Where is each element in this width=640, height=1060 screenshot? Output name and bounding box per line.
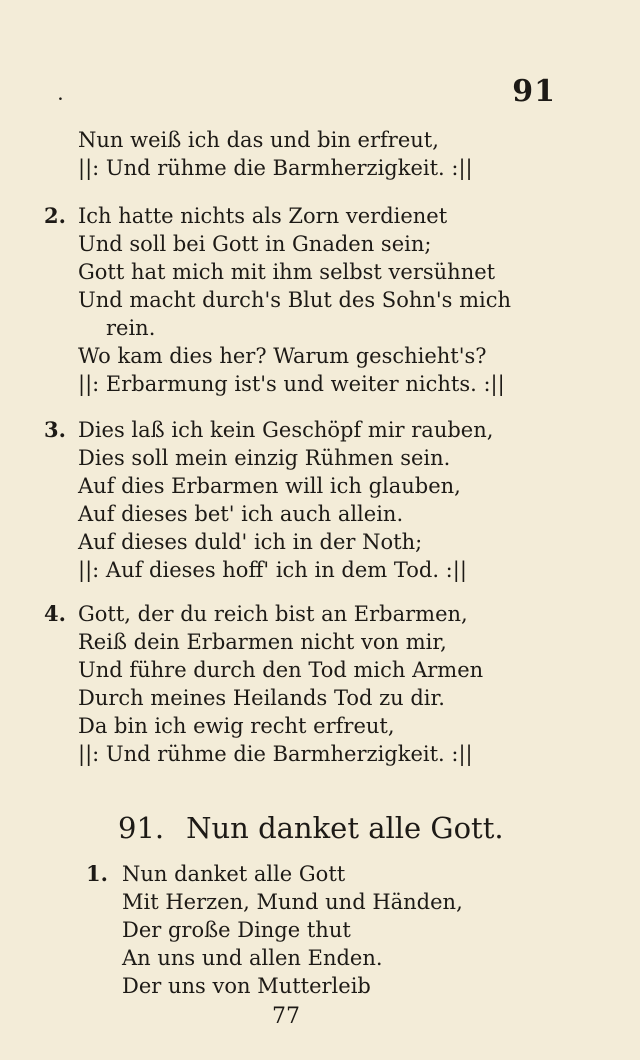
text-line: Nun danket alle Gott: [122, 862, 346, 886]
text-line: Reiß dein Erbarmen nicht von mir,: [78, 630, 447, 654]
corner-mark: .: [58, 88, 63, 104]
text-line: Da bin ich ewig recht erfreut,: [78, 714, 395, 738]
refrain-line: ||: Erbarmung ist's und weiter nichts. :||: [78, 372, 505, 396]
text-line: Ich hatte nichts als Zorn verdienet: [78, 204, 448, 228]
text-line: Dies soll mein einzig Rühmen sein.: [78, 446, 451, 470]
text-line: Gott hat mich mit ihm selbst versühnet: [78, 260, 496, 284]
refrain-line: ||: Und rühme die Barmherzigkeit. :||: [78, 156, 473, 180]
text-line: An uns und allen Enden.: [122, 946, 383, 970]
refrain-line: ||: Und rühme die Barmherzigkeit. :||: [78, 742, 473, 766]
page-number: 91: [512, 74, 556, 109]
text-line: Der uns von Mutterleib: [122, 974, 371, 998]
text-line: Und macht durch's Blut des Sohn's mich: [78, 288, 512, 312]
text-line: Nun weiß ich das und bin erfreut,: [78, 128, 439, 152]
hymn-number: 91.: [118, 811, 165, 845]
text-line: Auf dies Erbarmen will ich glauben,: [78, 474, 461, 498]
verse-number: 4.: [44, 601, 66, 626]
text-line: Durch meines Heilands Tod zu dir.: [78, 686, 445, 710]
text-line: Mit Herzen, Mund und Händen,: [122, 890, 463, 914]
text-line: Wo kam dies her? Warum geschieht's?: [78, 344, 487, 368]
text-line: Gott, der du reich bist an Erbarmen,: [78, 602, 468, 626]
hymn-title-text: Nun danket alle Gott.: [186, 811, 504, 845]
verse-number: 2.: [44, 203, 66, 228]
text-line: Und führe durch den Tod mich Armen: [78, 658, 484, 682]
refrain-line: ||: Auf dieses hoff' ich in dem Tod. :||: [78, 558, 467, 582]
text-line: Auf dieses bet' ich auch allein.: [78, 502, 404, 526]
verse-number: 1.: [86, 861, 108, 886]
text-line: Dies laß ich kein Geschöpf mir rauben,: [78, 418, 494, 442]
text-line: Und soll bei Gott in Gnaden sein;: [78, 232, 432, 256]
text-line: Auf dieses duld' ich in der Noth;: [78, 530, 423, 554]
signature-mark: 77: [272, 1004, 300, 1029]
verse-number: 3.: [44, 417, 66, 442]
text-line: Der große Dinge thut: [122, 918, 351, 942]
text-line-wrap: rein.: [106, 316, 156, 340]
hymn-title: [118, 808, 504, 848]
